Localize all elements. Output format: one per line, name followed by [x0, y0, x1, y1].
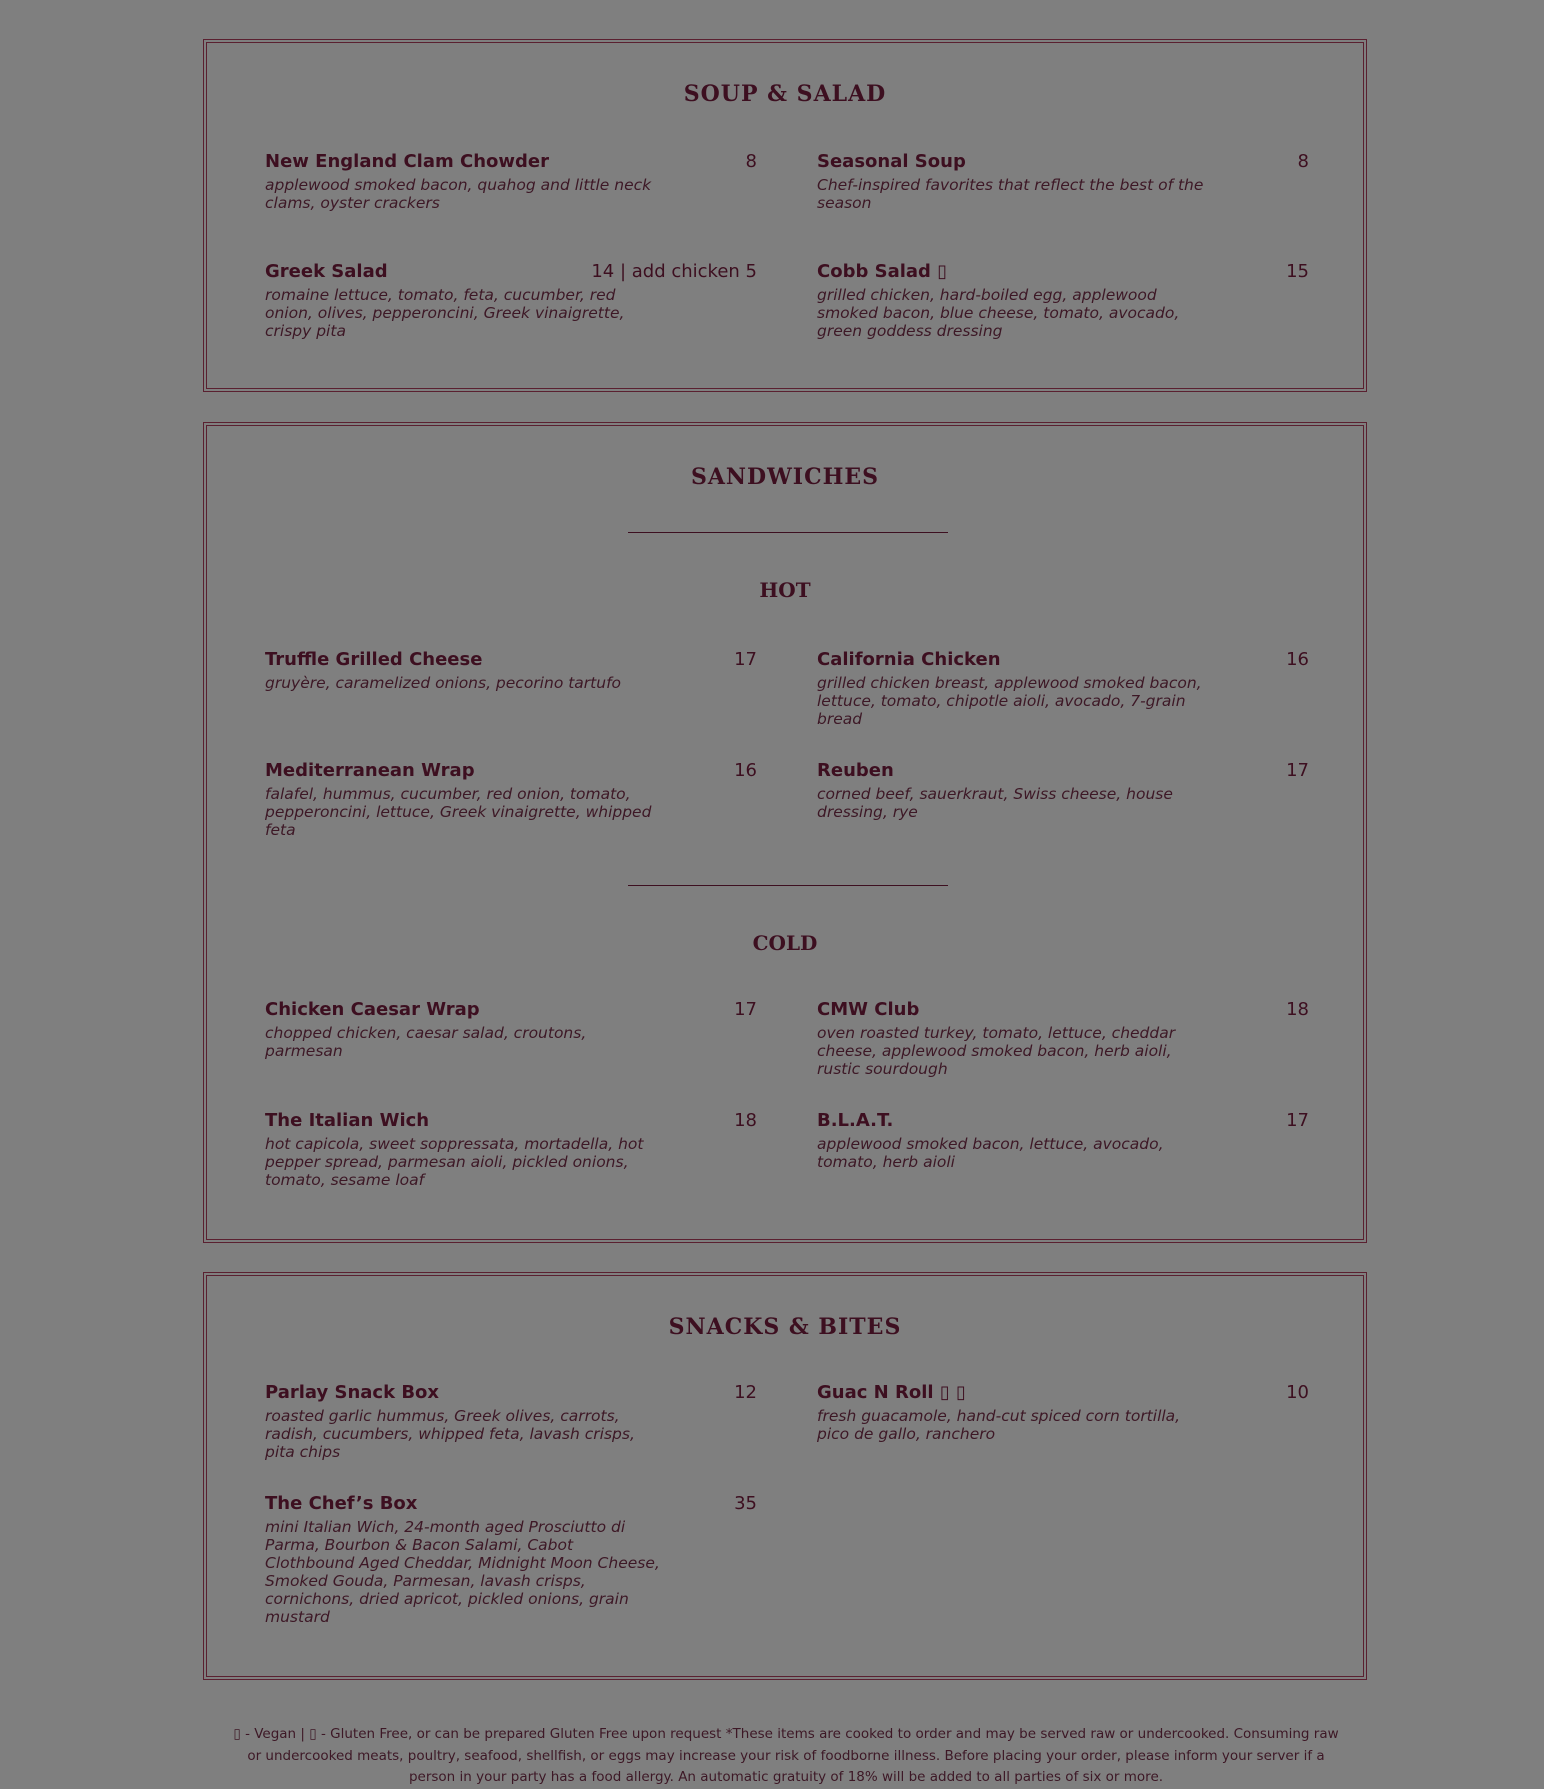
- item-name: Truffle Grilled Cheese: [265, 649, 483, 670]
- item-price: 17: [734, 999, 757, 1020]
- item-description: romaine lettuce, tomato, feta, cucumber, red onion, olives, pepperoncini, Greek vinaigrette, crispy pita: [265, 286, 625, 340]
- item-name: Parlay Snack Box: [265, 1382, 440, 1403]
- item-name: B.L.A.T.: [817, 1110, 894, 1131]
- sandwiches-section: [203, 422, 1367, 1243]
- item-price: 16: [734, 760, 757, 781]
- item-description: roasted garlic hummus, Greek olives, carrots, radish, cucumbers, whipped feta, lavash crisps, pita chips: [265, 1407, 635, 1461]
- item-name: Seasonal Soup: [817, 151, 966, 172]
- item-price: 8: [1297, 151, 1309, 172]
- divider: [628, 885, 948, 886]
- allergy-footer-note: ▯ - Vegan | ▯ - Gluten Free, or can be prepared Gluten Free upon request *These items are cooked to order and may be served raw or undercooked. Consuming raw or undercooked meats, poultry, seafood, shellfish, or eggs may increase your risk of foodborne illness. Before placing your order, please inform your server if a person in your party has a food allergy. An automatic gratuity of 18% will be added to all parties of six or more.: [233, 1726, 1339, 1785]
- item-name: Reuben: [817, 760, 894, 781]
- divider: [628, 532, 948, 533]
- item-price: 17: [1286, 1110, 1309, 1131]
- item-description: falafel, hummus, cucumber, red onion, tomato, pepperoncini, lettuce, Greek vinaigrette, whipped feta: [265, 785, 652, 839]
- item-name: New England Clam Chowder: [265, 151, 549, 172]
- section-title-soup-salad: SOUP & SALAD: [683, 81, 887, 107]
- item-price: 18: [734, 1110, 757, 1131]
- item-price: 8: [745, 151, 757, 172]
- item-description: fresh guacamole, hand-cut spiced corn tortilla, pico de gallo, ranchero: [817, 1407, 1181, 1443]
- item-description: oven roasted turkey, tomato, lettuce, cheddar cheese, applewood smoked bacon, herb aioli, rustic sourdough: [817, 1024, 1176, 1078]
- snacks-bites-section: [203, 1272, 1367, 1680]
- item-price: 35: [734, 1493, 757, 1514]
- item-price: 10: [1286, 1382, 1309, 1403]
- item-description: gruyère, caramelized onions, pecorino tartufo: [265, 674, 622, 692]
- item-price: 18: [1286, 999, 1309, 1020]
- item-price: 17: [734, 649, 757, 670]
- item-price: 16: [1286, 649, 1309, 670]
- subsection-title-hot: HOT: [759, 578, 811, 602]
- item-name: Cobb Salad ▯: [817, 261, 948, 282]
- subsection-title-cold: COLD: [752, 931, 818, 955]
- section-title-sandwiches: SANDWICHES: [690, 464, 880, 490]
- item-description: applewood smoked bacon, lettuce, avocado, tomato, herb aioli: [817, 1135, 1164, 1171]
- item-name: The Chef’s Box: [265, 1493, 418, 1514]
- item-name: Chicken Caesar Wrap: [265, 999, 480, 1020]
- item-name: The Italian Wich: [265, 1110, 430, 1131]
- item-description: grilled chicken breast, applewood smoked bacon, lettuce, tomato, chipotle aioli, avocado, 7-grain bread: [817, 674, 1202, 728]
- item-price: 14 | add chicken 5: [591, 261, 757, 282]
- item-description: hot capicola, sweet soppressata, mortadella, hot pepper spread, parmesan aioli, pickled onions, tomato, sesame loaf: [265, 1135, 644, 1189]
- item-price: 12: [734, 1382, 757, 1403]
- item-name: Greek Salad: [265, 261, 388, 282]
- section-title-snacks-bites: SNACKS & BITES: [668, 1314, 902, 1340]
- item-description: chopped chicken, caesar salad, croutons, parmesan: [265, 1024, 587, 1060]
- item-description: Chef-inspired favorites that reflect the best of the season: [817, 176, 1204, 212]
- item-price: 15: [1286, 261, 1309, 282]
- item-name: CMW Club: [817, 999, 920, 1020]
- item-description: mini Italian Wich, 24-month aged Prosciutto di Parma, Bourbon & Bacon Salami, Cabot Clothbound Aged Cheddar, Midnight Moon Cheese, Smoked Gouda, Parmesan, lavash crisps, cornichons, dried apricot, pickled onions, grain mustard: [265, 1518, 660, 1626]
- soup-salad-section: [203, 39, 1367, 392]
- item-price: 17: [1286, 760, 1309, 781]
- item-description: applewood smoked bacon, quahog and little neck clams, oyster crackers: [265, 176, 652, 212]
- item-description: corned beef, sauerkraut, Swiss cheese, house dressing, rye: [817, 785, 1173, 821]
- item-description: grilled chicken, hard-boiled egg, applewood smoked bacon, blue cheese, tomato, avocado, green goddess dressing: [817, 286, 1180, 340]
- item-name: California Chicken: [817, 649, 1001, 670]
- item-name: Mediterranean Wrap: [265, 760, 475, 781]
- item-name: Guac N Roll ▯ ▯: [817, 1382, 966, 1403]
